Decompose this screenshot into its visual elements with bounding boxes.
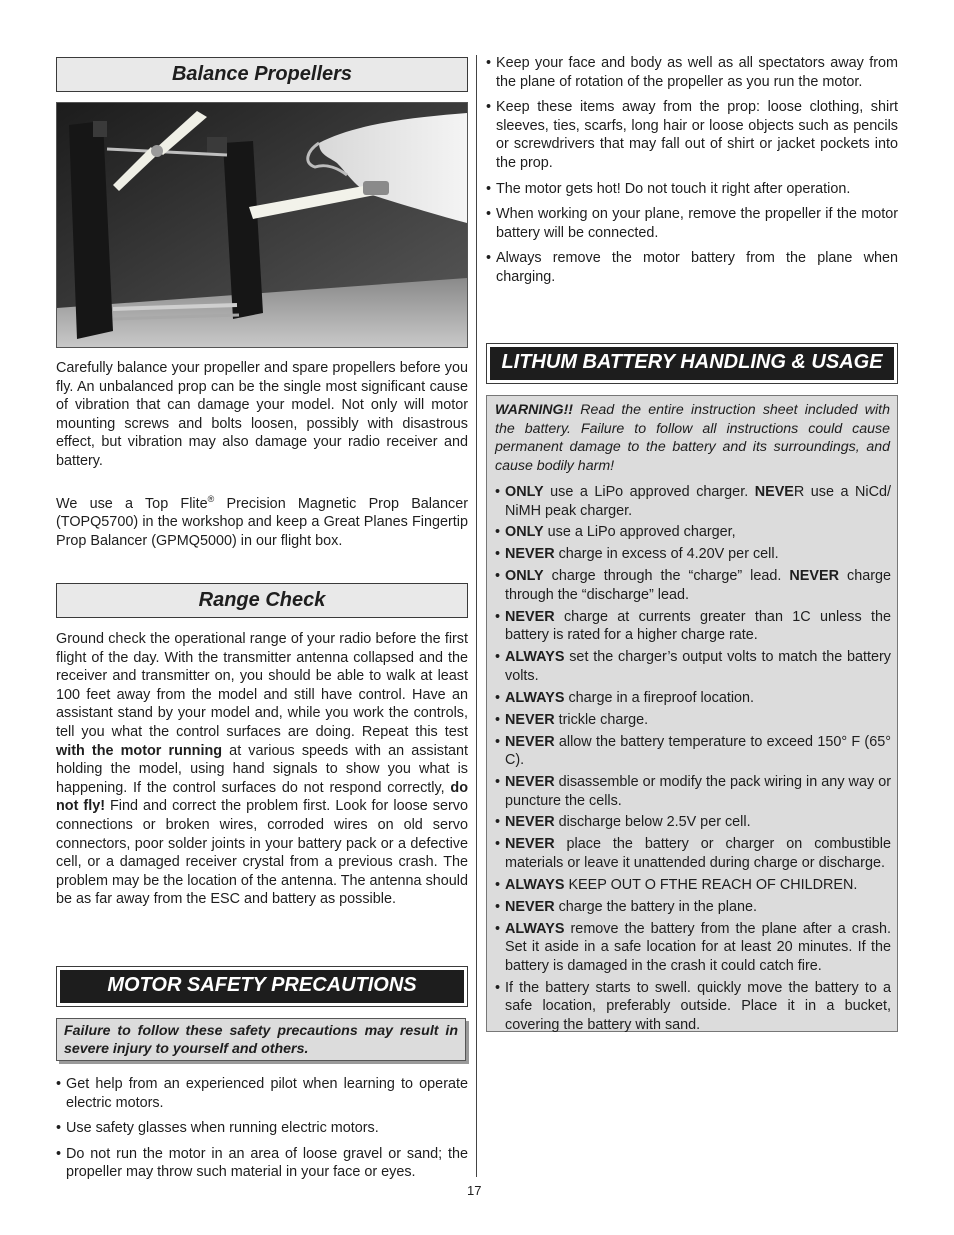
range-t3: Find and correct the problem first. Look for loose servo connections or broken wires, corroded wires on old servo connectors, poor solder joints in your battery pack or a defective cell, or a damaged receiver crystal from a previous crash. The problem may be the location of the antenna. The antenna should be as far away from the ESC and battery as possible. — [56, 798, 468, 908]
motor-warning-text: Failure to follow these safety precautions may result in severe injury to yourself and others. — [64, 1023, 458, 1057]
list-item: • The motor gets hot! Do not touch it right after operation. — [486, 180, 898, 199]
range-t1: Ground check the operational range of your radio before the first flight of the day. With the transmitter antenna collapsed and the receiver and transmitter on, you should be able to walk at least 100 feet away from the model and still have control. Have an assistant stand by your model and, while you work the controls, tell you what the control surfaces are doing. Repeat this test — [56, 631, 468, 740]
registered-mark: ® — [207, 494, 215, 504]
rule-keyword: NEVER — [505, 898, 555, 915]
rule-text: use a LiPo approved charger. — [543, 484, 755, 500]
list-item: • When working on your plane, remove the propeller if the motor battery will be connected. — [486, 205, 898, 242]
motor-safety-list-right — [486, 54, 898, 294]
rule-keyword: ALWAYS — [505, 689, 565, 706]
rule-text: place the battery or charger on combustible materials or leave it unattended during charge or discharge. — [505, 836, 891, 871]
list-item — [495, 483, 891, 520]
rule-text: remove the battery from the plane after a crash. Set it aside in a safe location for at least 20 minutes. If the battery is damaged in the crash it could catch fire. — [505, 920, 891, 974]
rule-keyword: NEVE — [754, 484, 794, 500]
balance-propellers-heading: Balance Propellers — [56, 57, 468, 92]
list-item: • Always remove the motor battery from the plane when charging. — [486, 249, 898, 286]
rule-text: charge through the “charge” lead. — [543, 568, 790, 585]
lithium-warning — [495, 401, 890, 475]
balance-p2-a: We use a Top Flite — [56, 495, 208, 512]
rule-keyword: ONLY — [505, 524, 544, 541]
lithium-battery-heading — [486, 343, 898, 384]
rule-text: disassemble or modify the pack wiring in any way or puncture the cells. — [505, 773, 891, 809]
list-item — [495, 773, 891, 810]
balance-paragraph-2 — [56, 490, 468, 551]
list-item: • Use safety glasses when running electric motors. — [56, 1119, 468, 1138]
rule-text: charge in a fireproof location. — [564, 689, 755, 706]
page-number: 17 — [467, 1183, 482, 1198]
rule-keyword: NEVER — [505, 836, 555, 853]
list-item — [495, 523, 891, 542]
rule-text: set the charger’s output volts to match the battery volts. — [505, 649, 891, 684]
list-item: • Keep your face and body as well as all spectators away from the plane of rotation of the propeller as you run the motor. — [486, 54, 898, 91]
list-item — [495, 876, 891, 895]
rule-text: KEEP OUT O FTHE REACH OF CHILDREN. — [564, 876, 858, 893]
range-b2: do not fly! — [56, 779, 468, 815]
list-item — [495, 689, 891, 708]
list-item — [495, 545, 891, 564]
rule-keyword: ALWAYS — [505, 876, 565, 893]
rule-text: use a LiPo approved charger, — [543, 524, 736, 541]
motor-warning-box — [56, 1018, 466, 1061]
range-paragraph — [56, 630, 468, 909]
list-item — [495, 567, 891, 604]
list-item — [495, 813, 891, 832]
range-b1: with the motor running — [56, 742, 223, 759]
motor-safety-heading-text: MOTOR SAFETY PRECAUTIONS — [60, 970, 464, 1003]
rule-text: charge the battery in the plane. — [554, 898, 757, 915]
list-item — [495, 898, 891, 917]
lithium-battery-heading-text: LITHUM BATTERY HANDLING & USAGE — [490, 347, 894, 380]
rule-text: discharge below 2.5V per cell. — [554, 814, 751, 831]
list-item — [495, 920, 891, 976]
range-t2: at various speeds with an assistant holding the model, using hand signals to show you what is happening. If the control surfaces do not respond correctly, — [56, 742, 468, 796]
rule-text: If the battery starts to swell. quickly move the battery to a safe location, preferably outside. Place it in a bucket, covering the battery with sand. — [505, 979, 891, 1033]
range-check-heading: Range Check — [56, 583, 468, 618]
list-item — [495, 711, 891, 730]
rule-keyword: NEVER — [505, 711, 555, 728]
column-divider — [476, 55, 477, 1177]
motor-safety-list-left — [56, 1075, 468, 1189]
rule-keyword: ALWAYS — [505, 649, 565, 666]
rule-keyword: NEVER — [505, 814, 555, 831]
rule-keyword: ALWAYS — [505, 920, 565, 937]
motor-safety-heading — [56, 966, 468, 1007]
balance-paragraph-1: Carefully balance your propeller and spare propellers before you fly. An unbalanced prop can be the single most significant cause of vibration that can damage your model. Not only will motor mounting screws and bolts loosen, possibly with disastrous effect, but vibration may also damage your radio receiver and battery. — [56, 360, 468, 469]
list-item: • Keep these items away from the prop: loose clothing, shirt sleeves, ties, scarfs, long hair or loose objects such as pencils or screwdrivers that may fall out of shirt or jacket pockets into the prop. — [486, 98, 898, 172]
rule-text: charge in excess of 4.20V per cell. — [554, 546, 779, 563]
rule-text: charge through the “discharge” lead. — [505, 568, 892, 603]
rule-text: allow the battery temperature to exceed 150° F (65° C). — [505, 733, 891, 769]
rule-keyword: NEVER — [505, 773, 555, 790]
lithium-rules-list — [495, 483, 891, 1034]
rule-keyword: ONLY — [505, 568, 544, 585]
rule-keyword: NEVER — [505, 733, 555, 750]
rule-keyword: NEVER — [789, 568, 839, 585]
rule-keyword: NEVER — [505, 546, 555, 563]
rule-keyword: ONLY — [505, 484, 544, 500]
list-item — [495, 648, 891, 685]
lithium-warning-bold: WARNING!! — [495, 402, 574, 418]
list-item — [495, 979, 891, 1035]
lithium-battery-box — [486, 395, 898, 1032]
list-item — [495, 608, 891, 645]
prop-balancer-photo — [56, 102, 468, 348]
list-item — [495, 733, 891, 770]
lithium-warning-text: Read the entire instruction sheet included with the battery. Failure to follow all instructions could cause permanent damage to the battery and its surroundings, and cause bodily harm! — [495, 402, 890, 474]
balance-p2-b: Precision Magnetic Prop Balancer (TOPQ5700) in the workshop and keep a Great Planes Fingertip Prop Balancer (GPMQ5000) in our flight box. — [56, 495, 468, 549]
rule-keyword: NEVER — [505, 608, 555, 625]
list-item — [495, 835, 891, 872]
list-item: • Get help from an experienced pilot when learning to operate electric motors. — [56, 1075, 468, 1112]
rule-text: charge at currents greater than 1C unless the battery is rated for a higher charge rate. — [505, 608, 891, 644]
rule-text: trickle charge. — [554, 711, 649, 728]
list-item: • Do not run the motor in an area of loose gravel or sand; the propeller may throw such material in your face or eyes. — [56, 1145, 468, 1182]
rule-text: R use a NiCd/ NiMH peak charger. — [505, 484, 891, 519]
